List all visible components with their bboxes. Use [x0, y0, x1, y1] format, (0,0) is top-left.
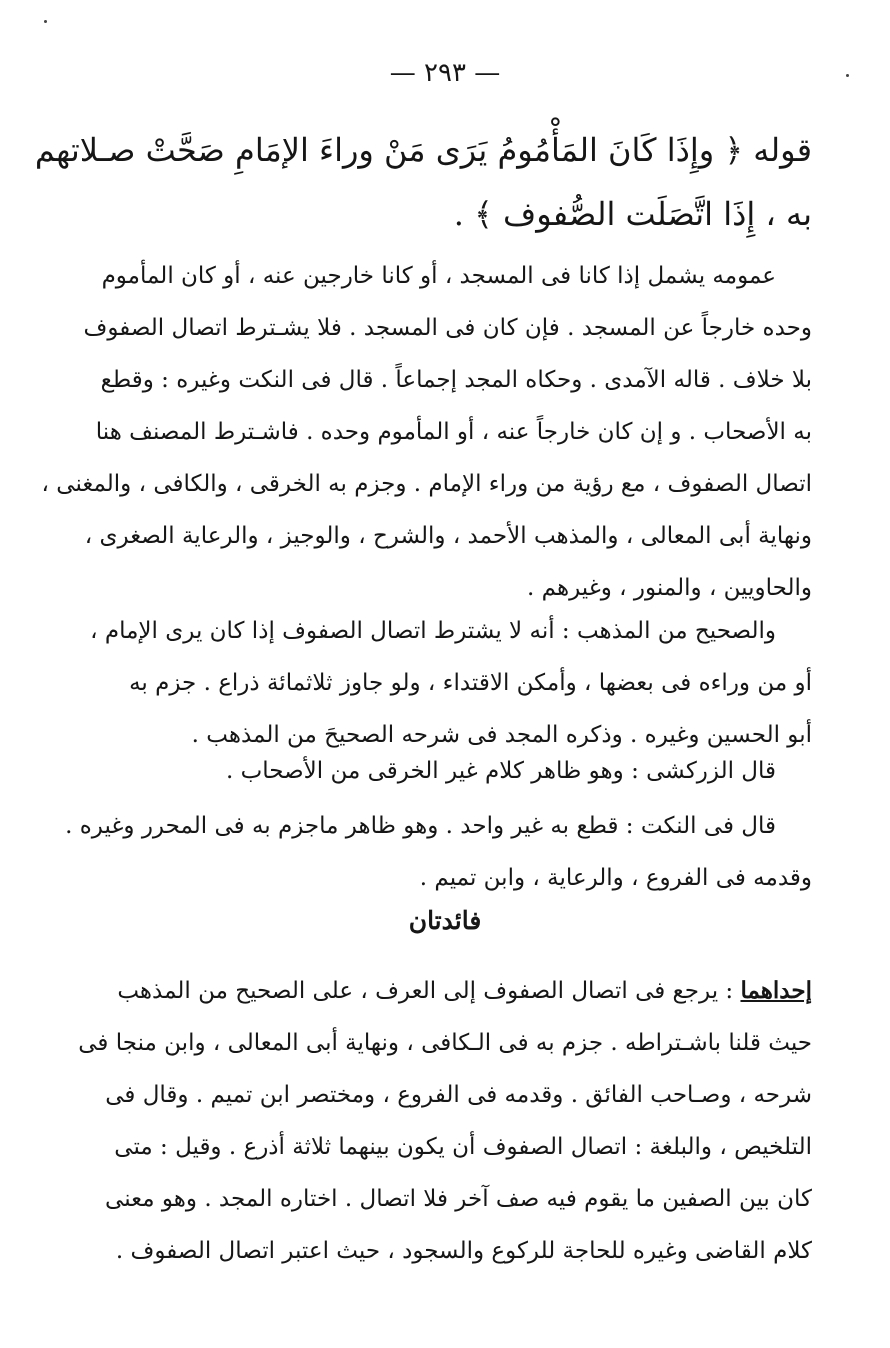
section-title: فائدتان: [408, 906, 482, 935]
paragraph-line: وقدمه فى الفروع ، والرعاية ، وابن تميم .: [419, 865, 812, 891]
paragraph-line: حيث قلنا باشـتراطه . جزم به فى الـكافى ، ونهاية أبى المعالى ، وابن منجا فى: [78, 1030, 812, 1056]
paragraph-line: شرحه ، وصـاحب الفائق . وقدمه فى الفروع ، ومختصر ابن تميم . وقال فى: [105, 1082, 812, 1108]
paragraph-line: أو من وراءه فى بعضها ، وأمكن الاقتداء ، ولو جاوز ثلاثمائة ذراع . جزم به: [129, 670, 812, 696]
scan-speck: [44, 20, 47, 23]
benefit-lead: إحداهما: [740, 977, 812, 1004]
paragraph-2: [90, 605, 812, 761]
heading-line: به ، إِذَا اتَّصَلَت الصُّفوف ﴾ .: [453, 195, 812, 233]
paragraph-line: كلام القاضى وغيره للحاجة للركوع والسجود ، حيث اعتبر اتصال الصفوف .: [115, 1238, 812, 1264]
heading-line: قوله ﴿ وإِذَا كَانَ المَأْمُومُ يَرَى مَنْ وراءَ الإمَامِ صَحَّتْ صـلاتهم: [34, 131, 812, 169]
paragraph-line: به الأصحاب . و إن كان خارجاً عنه ، أو المأموم وحده . فاشـترط المصنف هنا: [95, 419, 812, 445]
paragraph-3: [160, 745, 812, 797]
paragraph-line: عمومه يشمل إذا كانا فى المسجد ، أو كانا خارجين عنه ، أو كان المأموم: [101, 263, 776, 289]
paragraph-line: والحاويين ، والمنور ، وغيرهم .: [527, 575, 812, 601]
paragraph-line: قال الزركشى : وهو ظاهر كلام غير الخرقى من الأصحاب .: [225, 758, 776, 784]
paragraph-line: التلخيص ، والبلغة : اتصال الصفوف أن يكون بينهما ثلاثة أذرع . وقيل : متى: [114, 1134, 812, 1160]
benefit-paragraph: [78, 965, 812, 1277]
paragraph-line: بلا خلاف . قاله الآمدى . وحكاه المجد إجماعاً . قال فى النكت وغيره : وقطع: [100, 367, 812, 393]
quoted-heading: [34, 118, 812, 246]
page-number: — ٢٩٣ —: [389, 58, 501, 88]
paragraph-line: والصحيح من المذهب : أنه لا يشترط اتصال الصفوف إذا كان يرى الإمام ،: [90, 618, 776, 644]
paragraph-line: كان بين الصفين ما يقوم فيه صف آخر فلا اتصال . اختاره المجد . وهو معنى: [105, 1186, 812, 1212]
paragraph-line: قال فى النكت : قطع به غير واحد . وهو ظاهر ماجزم به فى المحرر وغيره .: [65, 813, 776, 839]
paragraph-line: [117, 965, 812, 1017]
paragraph-line: اتصال الصفوف ، مع رؤية من وراء الإمام . وجزم به الخرقى ، والكافى ، والمغنى ،: [41, 471, 812, 497]
paragraph-line: أبو الحسين وغيره . وذكره المجد فى شرحه الصحيحَ من المذهب .: [191, 722, 812, 748]
paragraph-line: ونهاية أبى المعالى ، والمذهب الأحمد ، والشرح ، والوجيز ، والرعاية الصغرى ،: [84, 523, 812, 549]
paragraph-1: [41, 250, 812, 614]
benefit-first-line: : يرجع فى اتصال الصفوف إلى العرف ، على الصحيح من المذهب: [117, 978, 741, 1004]
paragraph-line: وحده خارجاً عن المسجد . فإن كان فى المسجد . فلا يشـترط اتصال الصفوف: [83, 315, 812, 341]
paragraph-4: [65, 800, 812, 904]
